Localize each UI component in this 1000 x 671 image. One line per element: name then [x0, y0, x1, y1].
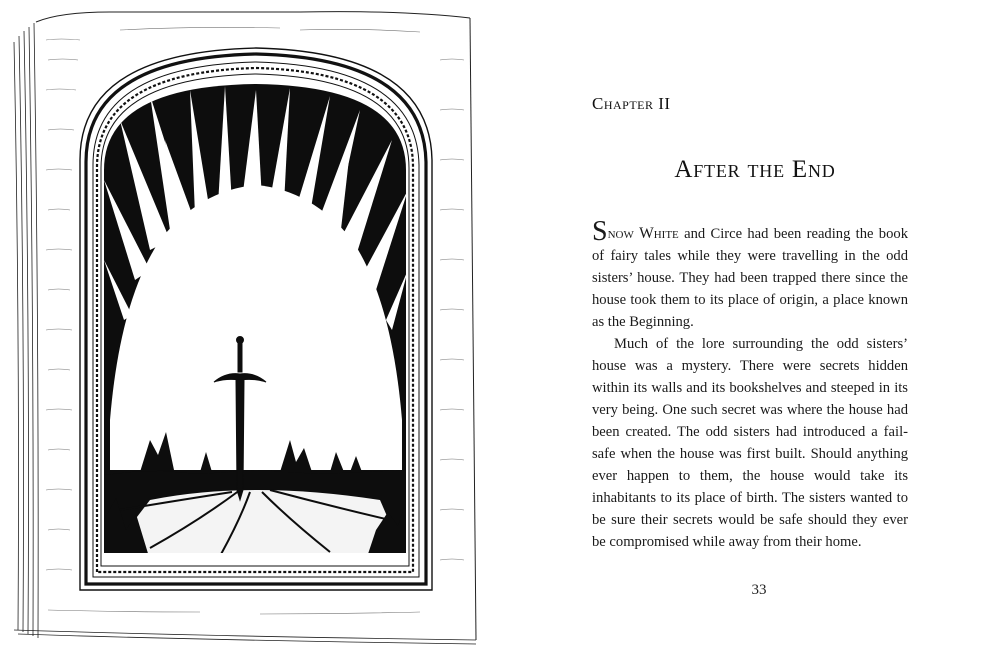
- arch-scene: [100, 80, 410, 560]
- paragraph-2: Much of the lore surrounding the odd sisters’ house was a mystery. There were secrets hidden within its walls and its bookshelves and steeped in its very being. One such secret was where the house had been created. The odd sisters had introduced a fail-safe when the house was first built. Should anything ever happen to them, the house would take its inhabitants to its place of birth. The sisters wanted to be sure their secrets would be safe should they ever be compromised while away from their home.: [592, 336, 908, 550]
- page-number: 33: [751, 582, 767, 598]
- sword-illustration: [0, 0, 500, 666]
- body-text: [592, 216, 908, 553]
- text-page: [500, 0, 1000, 666]
- chapter-title: After the End: [674, 156, 836, 183]
- paragraph-1-text: and Circe had been reading the book of fairy tales while they were travelling in the odd sisters’ house. They had been trapped there since the house took them to its place of origin, a place known as the Beginning.: [592, 226, 908, 330]
- drop-cap: S: [592, 216, 608, 247]
- chapter-label: Chapter II: [592, 94, 671, 113]
- first-run: now White: [607, 225, 679, 242]
- illustration-page: [0, 0, 500, 666]
- paragraph-1: [592, 216, 908, 333]
